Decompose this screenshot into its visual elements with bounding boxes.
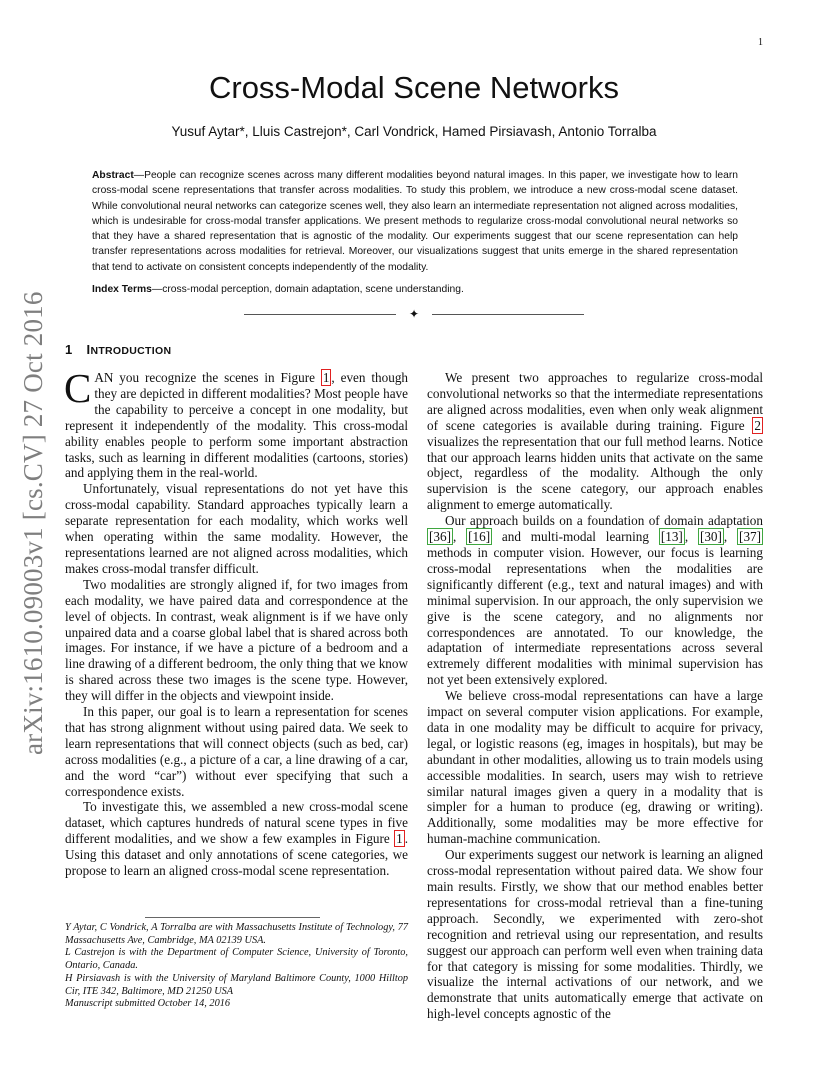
- divider-line-left: [244, 314, 396, 315]
- drop-cap: C: [64, 365, 92, 411]
- paragraph-text: visualizes the representation that our full method learns. Notice that our approach learns hidden units that activate on the same object, regardless of the modality. Although the only supervision is the scene category, our approach enables alignment to emerge automatically.: [427, 433, 763, 513]
- paragraph: [64, 365, 409, 481]
- citation-link[interactable]: [36]: [429, 529, 451, 545]
- right-column: [427, 370, 763, 1022]
- footnote-affiliation: H Pirsiavash is with the University of Maryland Baltimore County, 1000 Hilltop Cir, ITE 342, Baltimore, MD 21250 USA: [65, 972, 408, 997]
- arxiv-stamp: arXiv:1610.09003v1 [cs.CV] 27 Oct 2016: [18, 291, 48, 755]
- paragraph: In this paper, our goal is to learn a representation for scenes that has strong alignment without using paired data. We seek to learn representations that will connect objects (such as bed, car) across modalities (e.g., a picture of a car, a line drawing of a car, and the word “car”) without ever specifying that such a correspondence exists.: [65, 704, 408, 799]
- abstract-label: Abstract: [92, 170, 134, 181]
- paragraph: Two modalities are strongly aligned if, for two images from each modality, we have paired data and correspondence at the level of objects. In contrast, weak alignment is if we have only unpaired data and a coarse global label that is shared across both images. For instance, if we have a picture of a bedroom and a line drawing of a different bedroom, the only thing that we know is shared across these two images is the scene type. However, they will differ in the objects and viewpoint inside.: [65, 576, 408, 704]
- footnote-affiliation: Y Aytar, C Vondrick, A Torralba are with Massachusetts Institute of Technology, 77 Massachusetts Ave, Cambridge, MA 02139 USA.: [65, 922, 408, 946]
- citation-link[interactable]: [13]: [660, 529, 683, 545]
- paper-title: Cross-Modal Scene Networks: [208, 70, 620, 105]
- separator: ,: [452, 529, 467, 545]
- paragraph: [427, 370, 763, 513]
- paragraph: Our experiments suggest our network is learning an aligned cross-modal representation without paired data. We show four main results. Firstly, we show that our method enables better representations for cross-modal retrieval than a fine-tuning approach. Secondly, we experimented with zero-shot recognition and retrieval using our representation, and results suggest our approach can perform well even when training data for that category is missing for some modalities. Thirdly, we visualize the internal activations of our network, and we demonstrate that units automatically emerge that activate on high-level concepts agnostic of the: [427, 847, 763, 1022]
- diamond-icon: ✦: [409, 307, 420, 321]
- citation-link[interactable]: [16]: [468, 529, 491, 545]
- author-list: Yusuf Aytar*, Lluis Castrejon*, Carl Vondrick, Hamed Pirsiavash, Antonio Torralba: [171, 124, 657, 139]
- paragraph-text: We present two approaches to regularize cross-modal convolutional networks so that the intermediate representations are aligned across modalities, even when only weak alignment of scene categories is available during training. Figure: [427, 370, 763, 433]
- figure-ref-link[interactable]: 2: [754, 417, 761, 433]
- abstract-text: —People can recognize scenes across many different modalities beyond natural images. In this paper, we investigate how to learn cross-modal scene representations that transfer across modalities. To study this problem, we introduce a new cross-modal scene dataset. While convolutional neural networks can categorize scenes well, they also learn an intermediate representation not aligned across modalities, which is undesirable for cross-modal transfer applications. We present methods to regularize cross-modal convolutional neural networks so that they have a shared representation that is agnostic of the modality. Our experiments suggest that our scene representation can help transfer representations across modalities for retrieval. Moreover, our visualizations suggest that units emerge in the shared representation that tend to activate on consistent concepts independently of the modality.: [92, 170, 738, 273]
- paragraph: [65, 799, 408, 879]
- abstract: [92, 168, 738, 275]
- footnote-affiliation: L Castrejon is with the Department of Computer Science, University of Toronto, Ontario, Canada.: [65, 947, 408, 972]
- section-title-rest: NTRODUCTION: [90, 345, 172, 357]
- citation-link[interactable]: [30]: [699, 529, 722, 545]
- footnote-submission-date: Manuscript submitted October 14, 2016: [65, 998, 231, 1010]
- figure-ref-link[interactable]: 1: [322, 370, 330, 385]
- figure-ref-link[interactable]: 1: [396, 831, 403, 847]
- section-divider: [244, 308, 584, 320]
- paragraph-text: methods in computer vision. However, our focus is learning cross-modal representations when the modalities are significantly different (e.g., text and natural images) and with minimal supervision. In our approach, the only supervision we give is the scene category, and no alignments nor correspondences are annotated. To our knowledge, the adaptation of intermediate representations across several extremely different modalities with minimal supervision has not yet been extensively explored.: [427, 544, 763, 688]
- footnote-rule: [145, 917, 320, 918]
- index-terms-text: —cross-modal perception, domain adaptation, scene understanding.: [151, 284, 464, 295]
- citation-link[interactable]: [37]: [739, 529, 762, 545]
- paragraph-text: , even though they are depicted in different modalities? Most people have the capability to perceive a concept in one modality, but represent it independently of the modality. This cross-modal ability enables people to perform some important abstraction tasks, such as learning in different modalities (cartoons, stories) and applying them in the real-world.: [65, 370, 409, 481]
- divider-line-right: [432, 314, 584, 315]
- section-heading-introduction: [65, 342, 171, 357]
- paragraph-text: . Using this dataset and only annotations of scene categories, we propose to learn an aligned cross-modal scene representation.: [65, 831, 408, 879]
- footnotes: [65, 922, 408, 1011]
- paragraph-text: and multi-modal learning: [492, 529, 659, 545]
- paragraph: Unfortunately, visual representations do not yet have this cross-modal capability. Standard approaches typically learn a separate representation for each modality, which works well when operating within the same modality. However, the representations learned are not aligned across modalities, which makes cross-modal transfer difficult.: [65, 481, 408, 576]
- paragraph: [427, 513, 763, 688]
- paragraph: We believe cross-modal representations can have a large impact on several computer vision applications. For example, data in one modality may be difficult to acquire for privacy, legal, or logistic reasons (eg, images in hospitals), but may be abundant in other modalities, allowing us to train models using accessible modalities. In search, users may wish to retrieve similar natural images given a query in a modality that is simpler for a human to produce (eg, drawing or writing). Additionally, some modalities may be more effective for human-machine communication.: [427, 688, 763, 847]
- paragraph-text: you recognize the scenes in Figure: [113, 370, 321, 385]
- smallcaps-lead: AN: [94, 370, 114, 385]
- paragraph-text: Our approach builds on a foundation of domain adaptation: [445, 513, 763, 529]
- separator: ,: [684, 529, 698, 545]
- index-terms: [92, 284, 738, 295]
- index-terms-label: Index Terms: [92, 284, 152, 295]
- separator: ,: [723, 529, 738, 545]
- page-number: 1: [758, 37, 763, 48]
- paragraph-text: To investigate this, we assembled a new cross-modal scene dataset, which captures hundreds of natural scene types in five different modalities, and we show a few examples in Figure: [65, 799, 408, 847]
- section-number: 1: [65, 342, 73, 357]
- section-title-initial: I: [86, 342, 91, 357]
- left-column: [64, 365, 409, 879]
